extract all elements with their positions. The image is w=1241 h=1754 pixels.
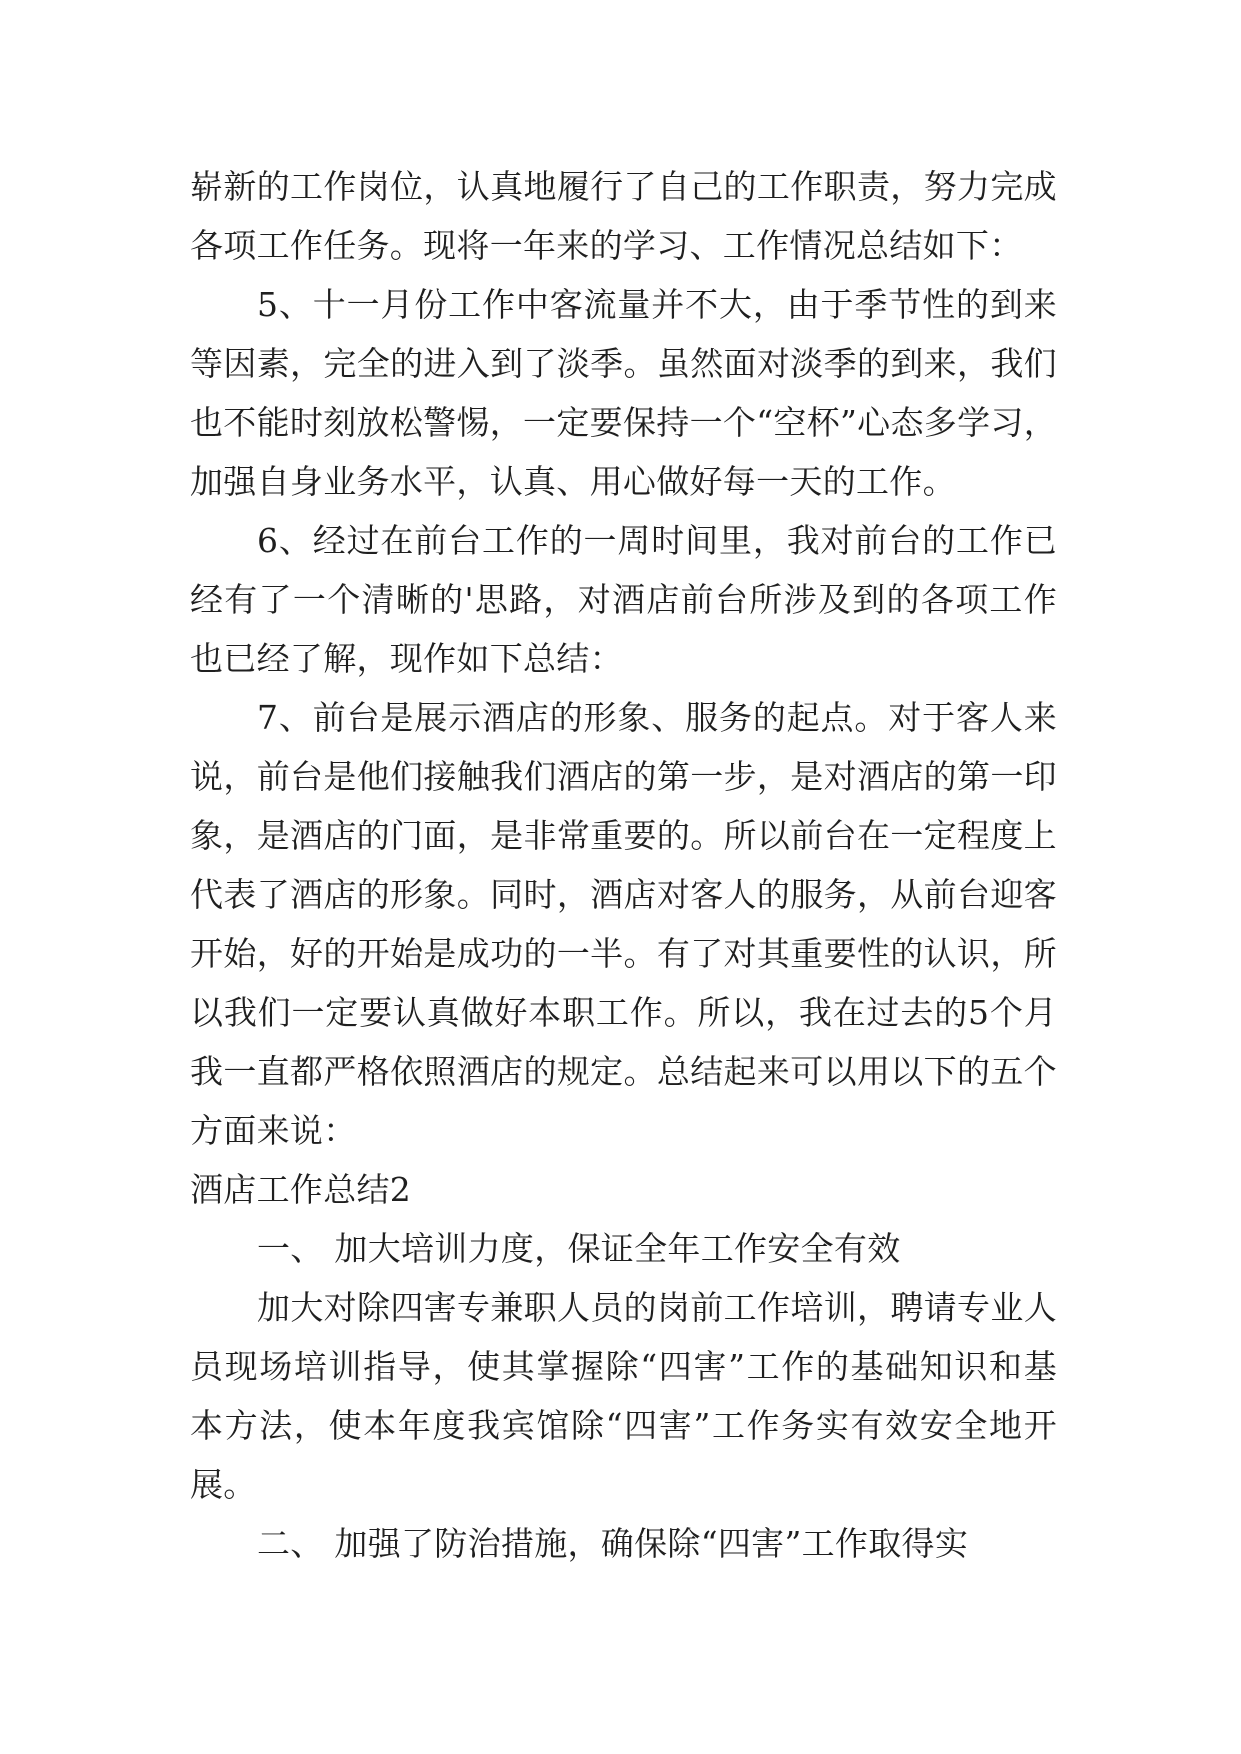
section-heading: 酒店工作总结2 xyxy=(190,1170,412,1209)
text-line: 经有了一个清晰的'思路，对酒店前台所涉及到的各项工作 xyxy=(190,580,1057,619)
text-line: 6、经过在前台工作的一周时间里，我对前台的工作已 xyxy=(257,521,1057,560)
paragraph-item-7 xyxy=(190,688,1057,1160)
text-line: 也已经了解，现作如下总结： xyxy=(190,639,623,678)
subheading-line: 一、 加大培训力度，保证全年工作安全有效 xyxy=(257,1229,901,1268)
text-line: 以我们一定要认真做好本职工作。所以，我在过去的5个月 xyxy=(190,993,1057,1032)
subheading-line: 二、 加强了防治措施，确保除“四害”工作取得实 xyxy=(257,1524,969,1563)
text-line: 我一直都严格依照酒店的规定。总结起来可以用以下的五个 xyxy=(190,1052,1057,1091)
paragraph-intro-continued xyxy=(190,157,1057,275)
text-line: 等因素，完全的进入到了淡季。虽然面对淡季的到来，我们 xyxy=(190,344,1057,383)
text-line: 方面来说： xyxy=(190,1111,357,1150)
text-line: 加强自身业务水平，认真、用心做好每一天的工作。 xyxy=(190,462,956,501)
paragraph-item-6 xyxy=(190,511,1057,688)
text-line: 代表了酒店的形象。同时，酒店对客人的服务，从前台迎客 xyxy=(190,875,1057,914)
text-line: 展。 xyxy=(190,1465,257,1504)
text-line: 7、前台是展示酒店的形象、服务的起点。对于客人来 xyxy=(257,698,1057,737)
text-line: 5、十一月份工作中客流量并不大，由于季节性的到来 xyxy=(257,285,1057,324)
text-line: 开始，好的开始是成功的一半。有了对其重要性的认识，所 xyxy=(190,934,1057,973)
text-line: 也不能时刻放松警惕，一定要保持一个“空杯”心态多学习， xyxy=(190,403,1057,442)
paragraph-training xyxy=(190,1278,1057,1514)
text-line: 加大对除四害专兼职人员的岗前工作培训，聘请专业人 xyxy=(257,1288,1057,1327)
text-line: 本方法，使本年度我宾馆除“四害”工作务实有效安全地开 xyxy=(190,1406,1057,1445)
paragraph-heading-two xyxy=(190,1514,1057,1573)
paragraph-heading-one xyxy=(190,1219,1057,1278)
text-line: 各项工作任务。现将一年来的学习、工作情况总结如下： xyxy=(190,226,1023,265)
text-line: 说，前台是他们接触我们酒店的第一步，是对酒店的第一印 xyxy=(190,757,1057,796)
paragraph-item-5 xyxy=(190,275,1057,511)
text-line: 象，是酒店的门面，是非常重要的。所以前台在一定程度上 xyxy=(190,816,1057,855)
text-line: 崭新的工作岗位，认真地履行了自己的工作职责，努力完成 xyxy=(190,167,1057,206)
text-line: 员现场培训指导，使其掌握除“四害”工作的基础知识和基 xyxy=(190,1347,1057,1386)
